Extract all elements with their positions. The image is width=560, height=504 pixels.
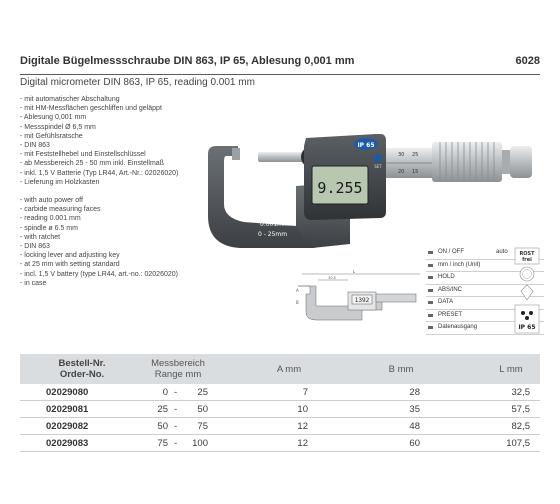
svg-text:frei: frei: [522, 257, 532, 263]
feature-de: - Ablesung 0,001 mm: [20, 114, 87, 122]
page-title: Digitale Bügelmessschraube DIN 863, IP 65, Ablesung 0,001 mm: [20, 55, 355, 67]
svg-text:SET: SET: [374, 164, 382, 169]
lcd-value: 9.255: [317, 179, 363, 197]
svg-text:B: B: [296, 300, 299, 305]
svg-text:25: 25: [412, 152, 419, 158]
spec-icons: [512, 247, 542, 337]
spec-row: DATA: [426, 297, 544, 310]
feature-en: - with ratchet: [20, 233, 61, 241]
spec-row: ON / OFF auto: [426, 247, 544, 260]
feature-en: - at 25 mm with setting standard: [20, 261, 120, 269]
order-table: [20, 354, 540, 452]
feature-en: - locking lever and adjusting key: [20, 252, 120, 260]
feature-de: - DIN 863: [20, 142, 50, 150]
svg-text:15: 15: [412, 169, 419, 175]
col-order: Bestell-Nr. Order-No.: [58, 358, 106, 380]
frame-label-resolution: 0.001mm: [260, 221, 289, 228]
page-subtitle: Digital micrometer DIN 863, IP 65, reading 0.001 mm: [20, 77, 255, 88]
spec-row: mm / inch (Unit): [426, 260, 544, 273]
thimble: [432, 142, 502, 182]
col-range: Messbereich Range mm: [151, 358, 205, 380]
feature-en: - reading 0.001 mm: [20, 215, 81, 223]
col-a: A mm: [276, 364, 302, 375]
feature-en: - spindle ø 6.5 mm: [20, 224, 78, 232]
micrometer-image: [200, 126, 540, 266]
svg-text:30: 30: [398, 152, 405, 158]
feature-de: - ab Messbereich 25 - 50 mm inkl. Einstellmaß: [20, 160, 164, 168]
col-l: L mm: [499, 364, 523, 375]
spec-row: Datenausgang: [426, 322, 544, 335]
feature-en: - DIN 863: [20, 243, 50, 251]
brand-logo: IP 65: [357, 142, 375, 149]
battery-icon: [520, 267, 534, 281]
title-row: [20, 52, 540, 75]
table-row: 02029080 0 - 25 7 28 32,5: [20, 384, 540, 401]
feature-de: - mit Gefühlsratsche: [20, 132, 83, 140]
table-row: 02029083 75 - 100 12 60 107,5: [20, 435, 540, 452]
feature-de: - inkl. 1,5 V Batterie (Typ LR44, Art.-Nr.: 02026020): [20, 169, 179, 177]
carbide-icon: [521, 285, 533, 300]
dimension-drawing: [292, 270, 422, 330]
drawing-lcd: 1392: [354, 297, 370, 304]
feature-en: - carbide measuring faces: [20, 206, 101, 214]
order-table-header: [20, 354, 540, 384]
spec-row: HOLD: [426, 272, 544, 285]
spec-row: ABS/INC: [426, 285, 544, 298]
feature-en: - with auto power off: [20, 197, 83, 205]
feature-de: - mit Feststellhebel und Einstellschlüssel: [20, 151, 146, 159]
features-list: [20, 95, 230, 288]
feature-en: - incl. 1,5 V battery (type LR44, art.-no.: 02026020): [20, 270, 178, 278]
feature-de: - mit automatischer Abschaltung: [20, 96, 120, 103]
feature-de: - Lieferung im Holzkasten: [20, 178, 100, 186]
spec-row: PRESET: [426, 310, 544, 323]
svg-text:20: 20: [398, 169, 405, 175]
rust-free-icon: ROST: [519, 251, 535, 257]
svg-text:IP 65: IP 65: [518, 324, 536, 331]
article-number: 6028: [515, 55, 540, 67]
svg-text:30.5: 30.5: [328, 276, 336, 280]
feature-de: - Messspindel Ø 6,5 mm: [20, 123, 96, 131]
svg-text:L: L: [352, 270, 356, 274]
feature-de: - mit HM-Messflächen geschliffen und geläppt: [20, 105, 162, 113]
table-row: 02029082 50 - 75 12 48 82,5: [20, 418, 540, 435]
table-row: 02029081 25 - 50 10 35 57,5: [20, 401, 540, 418]
svg-text:A: A: [296, 288, 299, 293]
feature-en: - in case: [20, 279, 47, 287]
spacer: [20, 187, 230, 196]
frame-label-range: 0 - 25mm: [258, 231, 288, 238]
ratchet: [510, 146, 532, 178]
col-b: B mm: [388, 364, 414, 375]
